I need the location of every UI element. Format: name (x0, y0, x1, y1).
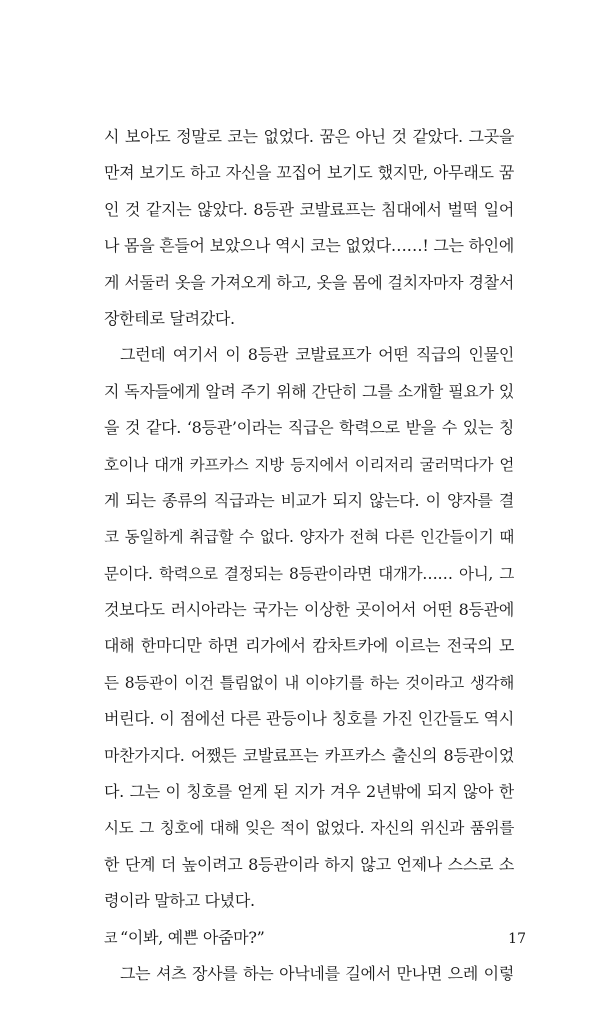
text-line: 다. 그는 이 칭호를 얻게 된 지가 겨우 2년밖에 되지 않아 한 (104, 782, 514, 802)
text-line: 게 서둘러 옷을 가져오게 하고, 옷을 몸에 걸치자마자 경찰서 (104, 272, 514, 292)
text-line: 나 몸을 흔들어 보았으나 역시 코는 없었다……! 그는 하인에 (104, 236, 514, 256)
text-line: 시도 그 칭호에 대해 잊은 적이 없었다. 자신의 위신과 품위를 (104, 819, 514, 838)
text-line: 그런데 여기서 이 8등관 코발료프가 어떤 직급의 인물인 (120, 345, 514, 365)
text-line: 지 독자들에게 알려 주기 위해 간단히 그를 소개할 필요가 있 (104, 381, 514, 401)
text-line: 게 되는 종류의 직급과는 비교가 되지 않는다. 이 양자를 결 (104, 490, 514, 510)
text-line: 인 것 같지는 않았다. 8등관 코발료프는 침대에서 벌떡 일어 (104, 199, 514, 219)
text-line: 만져 보기도 하고 자신을 꼬집어 보기도 했지만, 아무래도 꿈 (104, 163, 514, 183)
text-line: 버린다. 이 점에선 다른 관등이나 칭호를 가진 인간들도 역시 (104, 709, 514, 729)
text-line: 마찬가지다. 어쨌든 코발료프는 카프카스 출신의 8등관이었 (104, 745, 514, 765)
text-line: 시 보아도 정말로 코는 없었다. 꿈은 아닌 것 같았다. 그곳을 (104, 127, 514, 146)
text-line: 장한테로 달려갔다. (104, 308, 235, 328)
body-text (104, 119, 514, 992)
text-line: 호이나 대개 카프카스 지방 등지에서 이리저리 굴러먹다가 얻 (104, 455, 514, 474)
text-line: 코 동일하게 취급할 수 없다. 양자가 전혀 다른 인간들이기 때 (104, 528, 514, 547)
text-line: 그는 셔츠 장사를 하는 아낙네를 길에서 만나면 으레 이렇 (120, 963, 514, 983)
text-line: 문이다. 학력으로 결정되는 8등관이라면 대개가…… 아니, 그 (104, 564, 514, 583)
text-line: 한 단계 더 높이려고 8등관이라 하지 않고 언제나 스스로 소 (104, 854, 514, 874)
dialogue-line: “이봐, 예쁜 아줌마?” (120, 927, 265, 947)
text-line: 령이라 말하고 다녔다. (104, 891, 255, 911)
text-line: 든 8등관이 이건 틀림없이 내 이야기를 하는 것이라고 생각해 (104, 673, 514, 692)
page-number: 17 (508, 931, 526, 947)
text-line: 대해 한마디만 하면 리가에서 캄차트카에 이르는 전국의 모 (104, 636, 514, 656)
text-line: 것보다도 러시아라는 국가는 이상한 곳이어서 어떤 8등관에 (104, 600, 514, 620)
running-footer-title: 코 (104, 931, 118, 947)
text-line: 을 것 같다. ‘8등관’이라는 직급은 학력으로 받을 수 있는 칭 (104, 418, 514, 438)
